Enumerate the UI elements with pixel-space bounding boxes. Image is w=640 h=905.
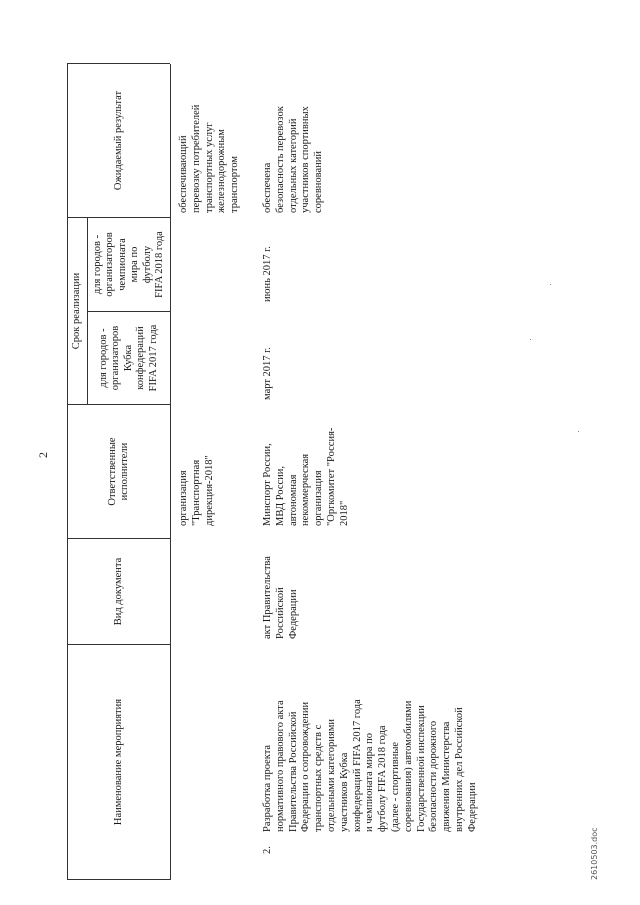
row2-name: Разработка проекта нормативного правового акта Правительства Российской Федерации о сопровождении транспортных средств с отдельными категориями участников Кубка конфедераций FIFA 2017 года и чемпионата мира по футболу FIFA 2018 года (далее - спортивные соревнования) автомобилями Государственной инспекции безопасности дорожного движения Министерства внутренних дел Российской Федерации: [262, 699, 478, 832]
row2-executors: Минспорт России, МВД России, автономная некоммерческая организация "Оргкомитет "Россия- 2018": [262, 427, 350, 526]
row2-term-confed: март 2017 г.: [262, 347, 273, 400]
header-name: Наименование мероприятия: [112, 698, 124, 826]
scan-speck: [550, 284, 551, 285]
scan-speck: [578, 431, 579, 432]
header-bottom-border: [170, 64, 171, 880]
row1-executors: организация "Транспортная дирекция-2018": [178, 455, 215, 526]
row2-doc-type: акт Правительства Российской Федерации: [262, 556, 299, 639]
header-term-world: для городов - организаторов чемпионата мира по футболу FIFA 2018 года: [91, 231, 165, 298]
header-result: Ожидаемый результат: [112, 90, 124, 191]
row2-term-world: июнь 2017 г.: [262, 246, 273, 302]
col-border-left: [67, 879, 170, 880]
header-term: Срок реализации: [71, 272, 83, 350]
page-number: 2: [36, 452, 50, 458]
row2-result: обеспечена безопасность перевозок отдельных категорий участников спортивных соревнований: [262, 106, 325, 213]
scan-speck: [530, 339, 531, 340]
row1-result: обеспечивающий перевозку потребителей транспортных услуг железнодорожным транспортом: [178, 104, 241, 213]
header-executors: Ответственные исполнители: [106, 437, 130, 506]
rotated-document-page: [30, 25, 610, 880]
header-doc-type: Вид документа: [112, 557, 124, 626]
footer-file-code: 2610503.doc: [590, 827, 599, 880]
row2-number: 2.: [262, 846, 273, 854]
header-term-confed: для городов - организаторов Кубка конфедераций FIFA 2017 года: [97, 324, 159, 392]
